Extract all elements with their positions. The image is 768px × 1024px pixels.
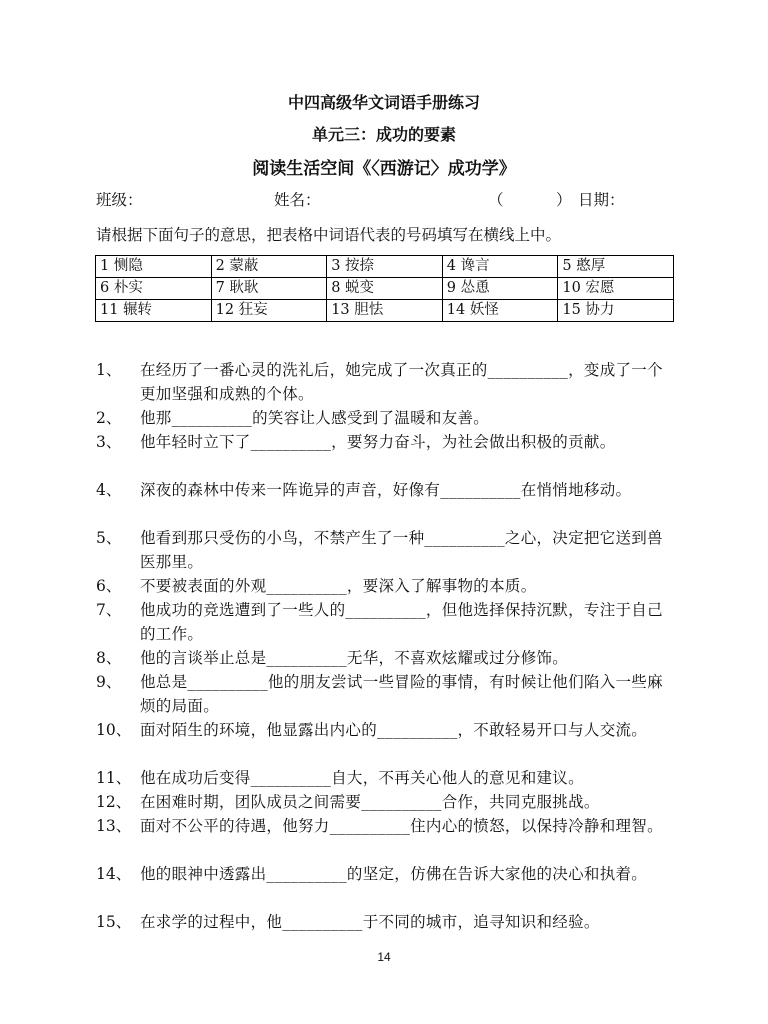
question-text: 他那__________的笑容让人感受到了温暖和友善。 [140, 409, 490, 427]
word-bank-cell: 13 胆怯 [327, 300, 443, 322]
question-number: 4、 [96, 481, 122, 499]
unit-title: 单元三：成功的要素 [311, 125, 456, 144]
question-number: 5、 [96, 529, 122, 547]
lesson-title: 阅读生活空间《〈西游记〉成功学》 [252, 159, 516, 179]
class-label: 班级： [96, 191, 143, 209]
word-bank-cell: 5 憨厚 [558, 256, 674, 278]
date-label: 日期： [578, 191, 625, 209]
question-number: 6、 [96, 577, 122, 595]
question-number: 8、 [96, 649, 122, 667]
word-bank-cell: 8 蜕变 [327, 278, 443, 300]
name-label: 姓名： [274, 191, 321, 209]
question-text: 在困难时期，团队成员之间需要__________合作，共同克服挑战。 [140, 793, 600, 811]
question-number: 13、 [96, 817, 132, 835]
page-number: 14 [377, 950, 391, 964]
question-number: 1、 [96, 361, 122, 379]
question-text: 他的言谈举止总是__________无华，不喜欢炫耀或过分修饰。 [140, 649, 569, 667]
question-number: 9、 [96, 673, 122, 691]
question-number: 11、 [96, 769, 132, 787]
question-text: 在经历了一番心灵的洗礼后，她完成了一次真正的__________，变成了一个更加坚强和成熟的个体。 [140, 361, 663, 403]
word-bank-cell: 12 狂妄 [211, 300, 327, 322]
worksheet-title: 中四高级华文词语手册练习 [287, 93, 480, 112]
word-bank-cell: 14 妖怪 [442, 300, 558, 322]
question-text: 面对不公平的待遇，他努力__________住内心的愤怒，以保持冷静和理智。 [140, 817, 663, 835]
question-number: 10、 [96, 721, 132, 739]
question-number: 14、 [96, 865, 132, 883]
instruction-text: 请根据下面句子的意思，把表格中词语代表的号码填写在横线上中。 [96, 226, 562, 244]
word-bank-row [96, 300, 674, 322]
question-number: 2、 [96, 409, 122, 427]
word-bank-cell: 2 蒙蔽 [211, 256, 327, 278]
word-bank-cell: 1 恻隐 [96, 256, 212, 278]
word-bank-cell: 10 宏愿 [558, 278, 674, 300]
index-paren-close: ） [556, 191, 572, 209]
question-text: 面对陌生的环境，他显露出内心的__________，不敢轻易开口与人交流。 [140, 721, 648, 739]
index-paren-open: （ [488, 191, 504, 209]
question-number: 3、 [96, 433, 122, 451]
question-text: 深夜的森林中传来一阵诡异的声音，好像有__________在悄悄地移动。 [140, 481, 632, 499]
student-info-line [96, 188, 696, 210]
question-number: 7、 [96, 601, 122, 619]
word-bank-cell: 15 协力 [558, 300, 674, 322]
question-text: 在求学的过程中，他__________于不同的城市，追寻知识和经验。 [140, 913, 600, 931]
question-text: 他年轻时立下了__________，要努力奋斗，为社会做出积极的贡献。 [140, 433, 616, 451]
word-bank-table [95, 255, 674, 322]
word-bank-cell: 6 朴实 [96, 278, 212, 300]
question-text: 他总是__________他的朋友尝试一些冒险的事情，有时候让他们陷入一些麻烦的局面。 [140, 673, 663, 715]
question-text: 他的眼神中透露出__________的坚定，仿佛在告诉大家他的决心和执着。 [140, 865, 648, 883]
question-number: 12、 [96, 793, 132, 811]
word-bank-cell: 4 谗言 [442, 256, 558, 278]
word-bank-row [96, 256, 674, 278]
word-bank-cell: 3 按捺 [327, 256, 443, 278]
word-bank-cell: 7 耿耿 [211, 278, 327, 300]
word-bank-row [96, 278, 674, 300]
question-text: 他看到那只受伤的小鸟，不禁产生了一种__________之心，决定把它送到兽医那里。 [140, 529, 663, 571]
question-number: 15、 [96, 913, 132, 931]
word-bank-cell: 9 怂恿 [442, 278, 558, 300]
question-text: 他成功的竞选遭到了一些人的__________，但他选择保持沉默，专注于自己的工作。 [140, 601, 663, 643]
question-text: 他在成功后变得__________自大，不再关心他人的意见和建议。 [140, 769, 584, 787]
word-bank-cell: 11 辗转 [96, 300, 212, 322]
question-text: 不要被表面的外观__________，要深入了解事物的本质。 [140, 577, 537, 595]
